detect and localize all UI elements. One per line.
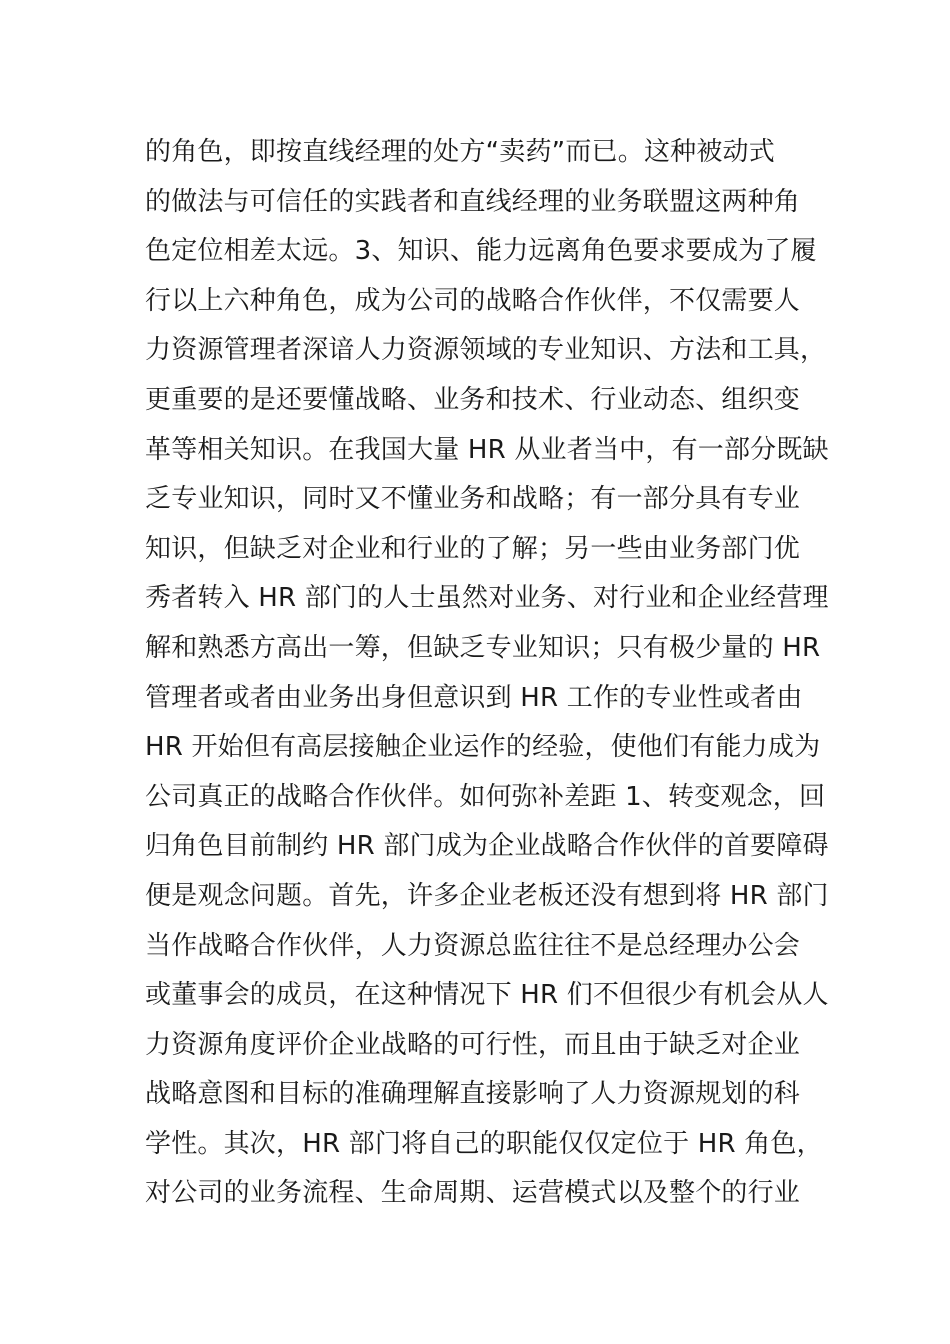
text-line: HR 开始但有高层接触企业运作的经验，使他们有能力成为 (145, 732, 821, 763)
text-line: 归角色目前制约 HR 部门成为企业战略合作伙伴的首要障碍 (145, 831, 829, 862)
text-line: 力资源角度评价企业战略的可行性，而且由于缺乏对企业 (145, 1029, 801, 1060)
text-line: 秀者转入 HR 部门的人士虽然对业务、对行业和企业经营理 (145, 583, 829, 614)
text-line: 战略意图和目标的准确理解直接影响了人力资源规划的科 (145, 1079, 801, 1110)
text-line: 革等相关知识。在我国大量 HR 从业者当中，有一部分既缺 (145, 434, 829, 465)
text-line: 当作战略合作伙伴，人力资源总监往往不是总经理办公会 (145, 930, 801, 961)
text-line: 力资源管理者深谙人力资源领域的专业知识、方法和工具， (145, 335, 827, 366)
text-line: 的角色，即按直线经理的处方“卖药”而已。这种被动式 (145, 137, 775, 167)
text-line: 对公司的业务流程、生命周期、运营模式以及整个的行业 (145, 1178, 801, 1209)
text-line: 更重要的是还要懂战略、业务和技术、行业动态、组织变 (145, 384, 801, 415)
text-line: 的做法与可信任的实践者和直线经理的业务联盟这两种角 (145, 186, 801, 217)
body-text (145, 128, 829, 1219)
text-line: 解和熟悉方高出一筹，但缺乏专业知识；只有极少量的 HR (145, 632, 821, 663)
text-line: 或董事会的成员，在这种情况下 HR 们不但很少有机会从人 (145, 980, 829, 1011)
text-line: 管理者或者由业务出身但意识到 HR 工作的专业性或者由 (145, 682, 803, 713)
text-line: 乏专业知识，同时又不懂业务和战略；有一部分具有专业 (145, 484, 801, 515)
text-line: 公司真正的战略合作伙伴。如何弥补差距 1、转变观念，回 (145, 781, 826, 812)
text-line: 学性。其次，HR 部门将自己的职能仅仅定位于 HR 角色， (145, 1128, 823, 1159)
text-line: 色定位相差太远。3、知识、能力远离角色要求要成为了履 (145, 236, 817, 267)
text-line: 行以上六种角色，成为公司的战略合作伙伴，不仅需要人 (145, 285, 801, 316)
text-line: 知识，但缺乏对企业和行业的了解；另一些由业务部门优 (145, 533, 801, 564)
text-line: 便是观念问题。首先，许多企业老板还没有想到将 HR 部门 (145, 880, 829, 911)
